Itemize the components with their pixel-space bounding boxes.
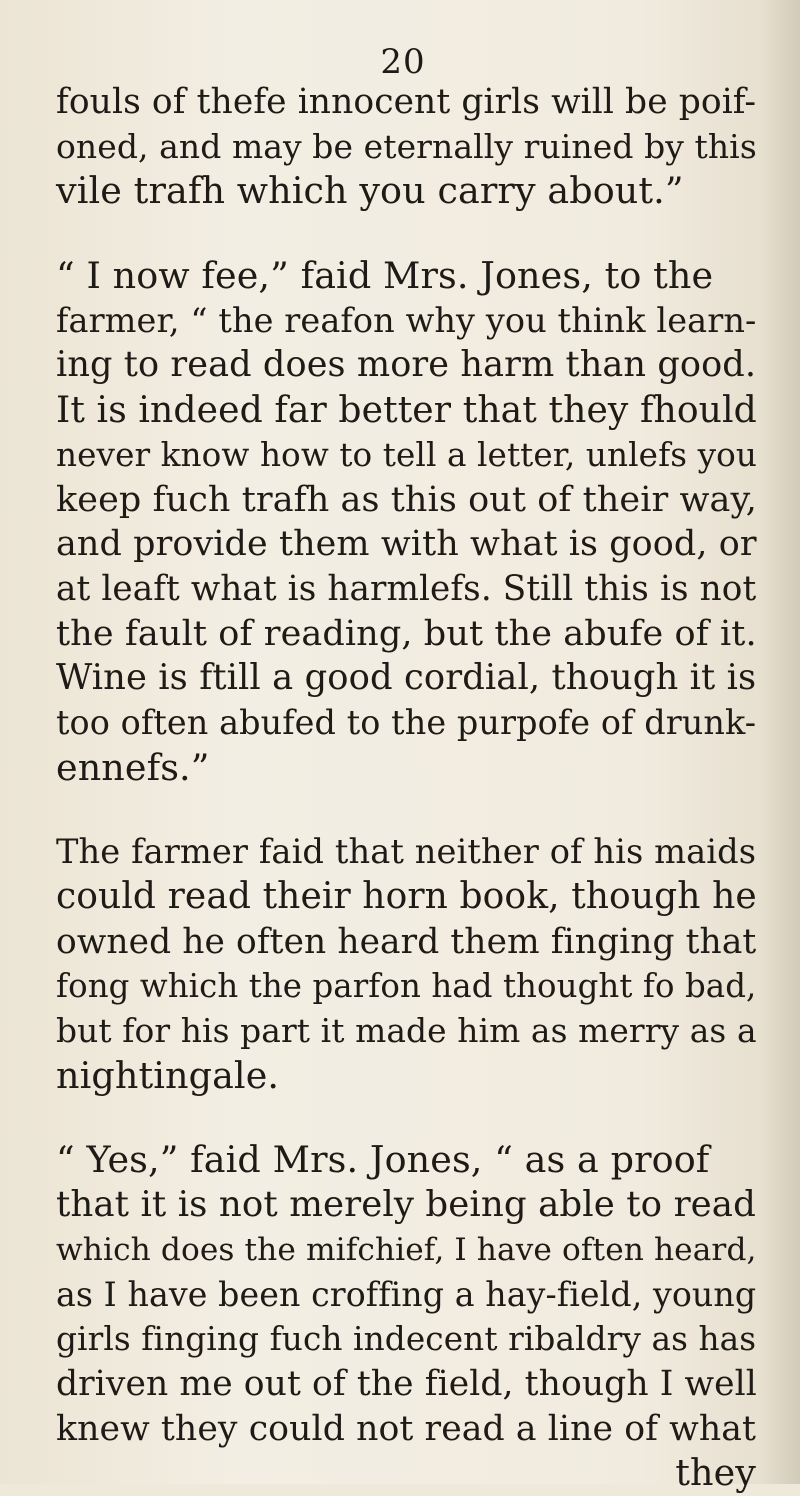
- text-line: owned he often heard them finging that: [56, 921, 757, 962]
- catchword: they: [675, 1451, 756, 1495]
- text-line: farmer, “ the reafon why you think learn-: [56, 300, 757, 340]
- text-line: girls finging fuch indecent ribaldry as has: [56, 1320, 757, 1359]
- paragraph-1: [56, 80, 760, 214]
- paragraph-gap: [56, 1098, 760, 1138]
- page-number: 20: [380, 42, 426, 82]
- text-line: knew they could not read a line of what: [56, 1408, 757, 1449]
- text-line: at leaft what is harmlefs. Still this is not: [56, 568, 757, 609]
- paragraph-gap: [56, 214, 760, 254]
- page-edge-shadow: [760, 0, 800, 1484]
- text-line: “ Yes,” faid Mrs. Jones, “ as a proof: [56, 1138, 710, 1182]
- text-line: “ I now fee,” faid Mrs. Jones, to the: [56, 254, 714, 298]
- text-line: nightingale.: [56, 1053, 280, 1097]
- text-line: could read their horn book, though he: [56, 876, 757, 917]
- text-line: ing to read does more harm than good.: [56, 344, 757, 386]
- text-line: driven me out of the field, though I well: [56, 1363, 757, 1404]
- paragraph-4: [56, 1138, 760, 1451]
- text-line: keep fuch trafh as this out of their way,: [56, 479, 757, 520]
- text-line: but for his part it made him as merry as a: [56, 1011, 757, 1051]
- text-line: which does the mifchief, I have often heard,: [56, 1231, 757, 1268]
- text-line: oned, and may be eternally ruined by this: [56, 126, 757, 166]
- text-line: never know how to tell a letter, unlefs you: [56, 435, 757, 474]
- text-line: Wine is ftill a good cordial, though it is: [56, 657, 757, 699]
- text-line: fong which the parfon had thought fo bad,: [56, 967, 757, 1006]
- paragraph-2: [56, 254, 760, 790]
- text-line: as I have been croffing a hay-field, young: [56, 1274, 757, 1314]
- text-line: It is indeed far better that they fhould: [56, 388, 757, 432]
- text-line: vile trafh which you carry about.”: [56, 169, 684, 213]
- paragraph-gap: [56, 790, 760, 830]
- text-line: ennefs.”: [56, 745, 210, 789]
- text-line: The farmer faid that neither of his maids: [56, 832, 757, 872]
- text-line: that it is not merely being able to read: [56, 1184, 756, 1226]
- text-line: too often abufed to the purpofe of drunk-: [56, 702, 757, 742]
- paragraph-3: [56, 830, 760, 1098]
- body-text: [56, 80, 760, 1496]
- text-line: the fault of reading, but the abufe of it.: [56, 612, 757, 654]
- text-line: and provide them with what is good, or: [56, 524, 757, 565]
- text-line: fouls of thefe innocent girls will be poif-: [56, 82, 757, 122]
